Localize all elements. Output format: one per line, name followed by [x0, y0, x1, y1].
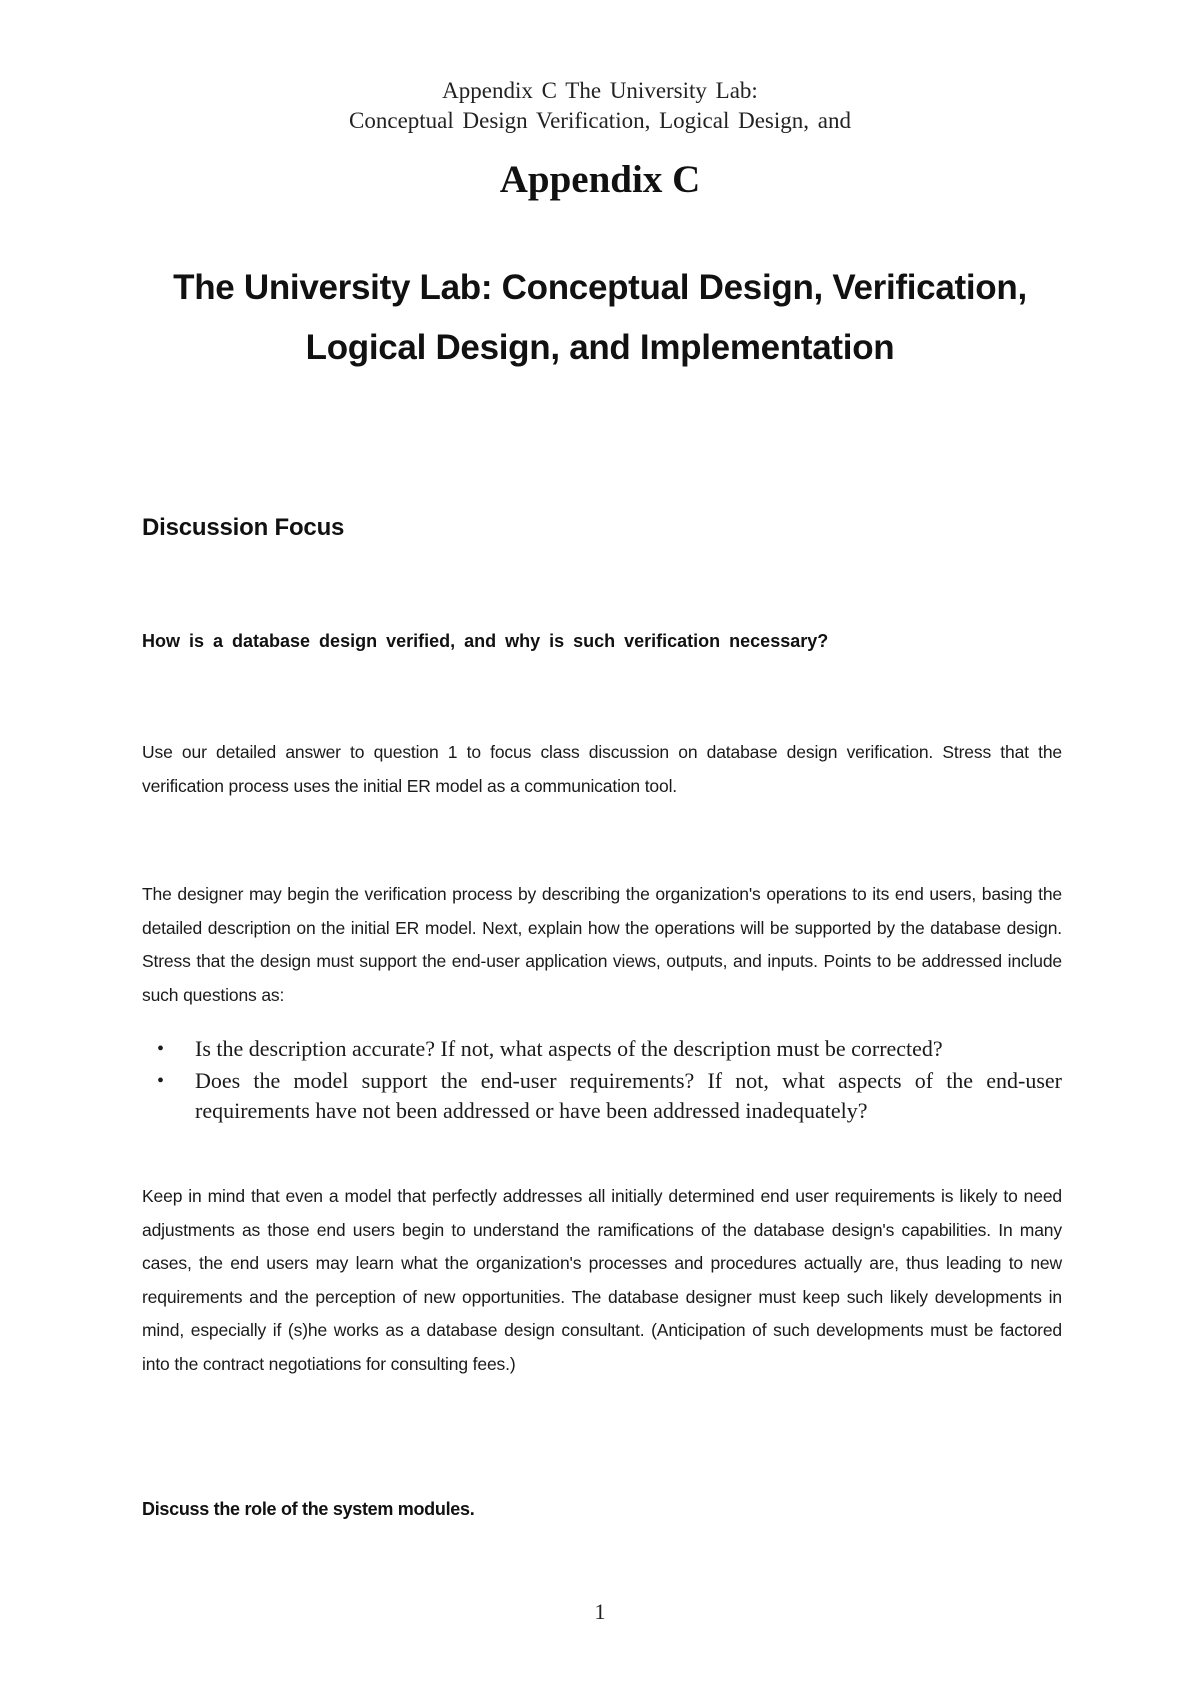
main-title-line-1: The University Lab: Conceptual Design, Verification, — [173, 268, 1027, 307]
question-heading: Discuss the role of the system modules. — [142, 1499, 475, 1519]
bullet-text: Is the description accurate? If not, what aspects of the description must be corrected? — [195, 1036, 943, 1061]
bullet-text: Does the model support the end-user requirements? If not, what aspects of the end-user requirements have not been addressed or have been addressed inadequately? — [195, 1068, 1062, 1123]
paragraph: The designer may begin the verification process by describing the organization's operations to its end users, basing the detailed description on the initial ER model. Next, explain how the operations will be supported by the database design. Stress that the design must support the end-user application views, outputs, and inputs. Points to be addressed include such questions as: — [142, 884, 1062, 1005]
section-heading: Discussion Focus — [142, 514, 345, 541]
bullet-icon: • — [157, 1038, 165, 1060]
bullet-list-item — [155, 1066, 1062, 1126]
page-number: 1 — [594, 1599, 606, 1624]
bullet-list — [155, 1034, 1062, 1128]
paragraph: Use our detailed answer to question 1 to focus class discussion on database design verification. Stress that the verification process uses the initial ER model as a communication tool. — [142, 742, 1062, 796]
bullet-icon: • — [157, 1070, 165, 1092]
main-title — [0, 258, 1200, 378]
question-heading: How is a database design verified, and why is such verification necessary? — [142, 631, 829, 651]
main-title-line-2: Logical Design, and Implementation — [305, 328, 895, 367]
bullet-list-item — [155, 1034, 1062, 1064]
appendix-title: Appendix C — [499, 158, 701, 201]
running-header-line-2: Conceptual Design Verification, Logical Design, and — [349, 108, 851, 133]
paragraph: Keep in mind that even a model that perfectly addresses all initially determined end user requirements is likely to need adjustments as those end users begin to understand the ramifications of the database design's capabilities. In many cases, the end users may learn what the organization's processes and procedures actually are, thus leading to new requirements and the perception of new opportunities. The database designer must keep such likely developments in mind, especially if (s)he works as a database design consultant. (Anticipation of such developments must be factored into the contract negotiations for consulting fees.) — [142, 1186, 1062, 1374]
running-header-line-1: Appendix C The University Lab: — [442, 78, 758, 103]
running-header — [0, 76, 1200, 136]
